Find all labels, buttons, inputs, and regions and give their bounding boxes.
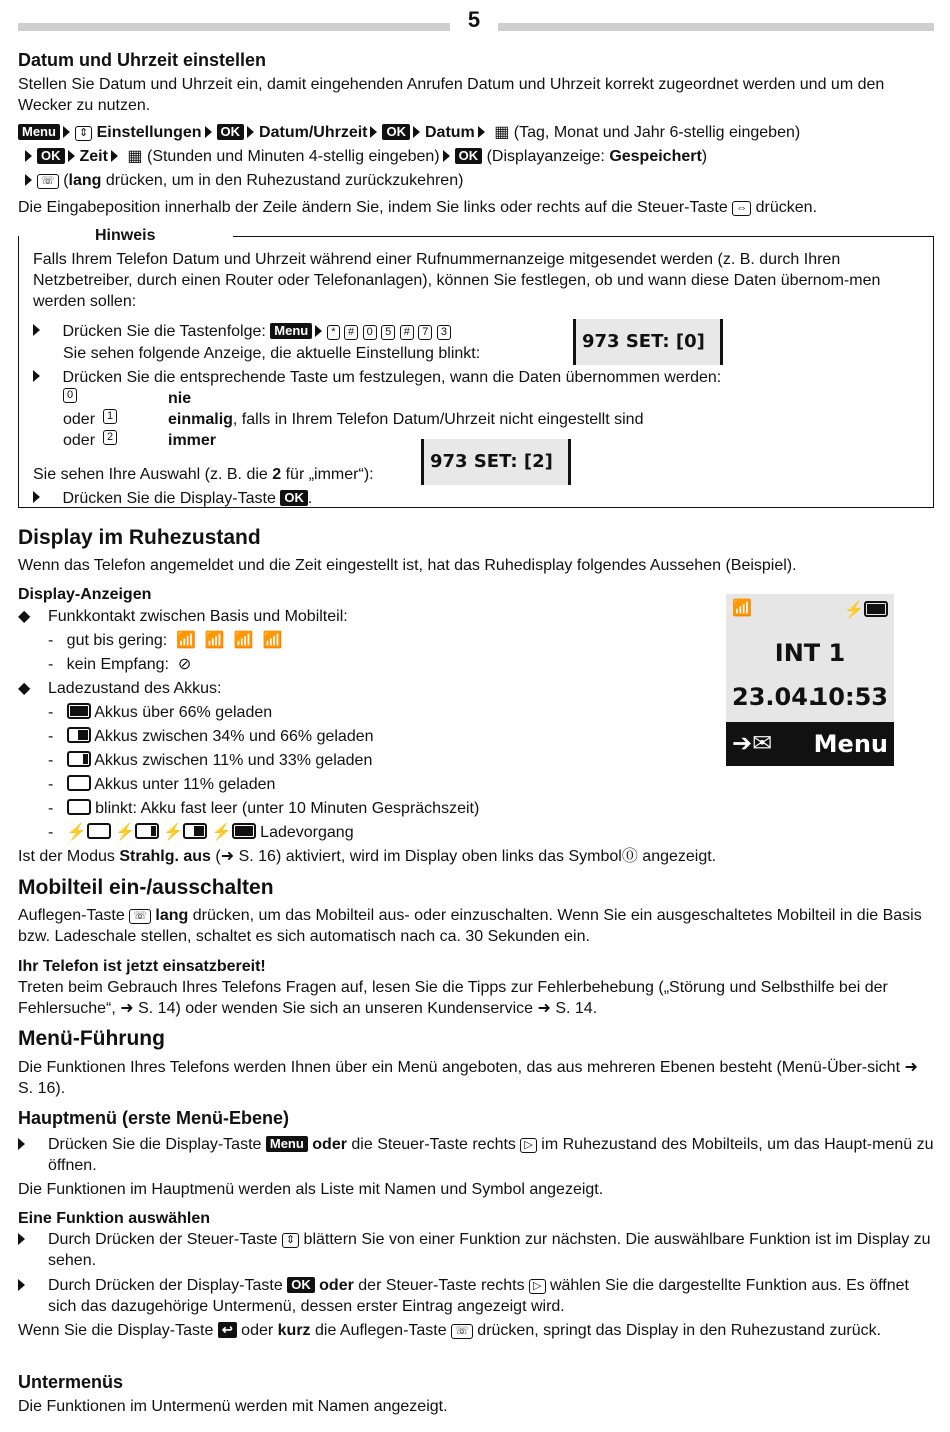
bullet-arrow-icon xyxy=(18,1279,25,1291)
zr-b: oder xyxy=(236,1322,278,1339)
option-label: einmalig xyxy=(168,411,233,428)
strahlg-bold: Strahlg. aus xyxy=(119,848,211,865)
zurueck-text xyxy=(18,1320,934,1341)
battery-charging-icon: ⚡ xyxy=(844,600,888,621)
keypad-icon: ▦ xyxy=(127,148,143,165)
strahlg-pre: Ist der Modus xyxy=(18,848,120,865)
back-key-icon: ↩ xyxy=(218,1322,237,1338)
idle-display xyxy=(726,594,894,766)
ok-key: OK xyxy=(217,124,245,140)
key-hash: # xyxy=(344,325,358,340)
akku-empty: Akkus unter 11% geladen xyxy=(94,776,276,793)
end-key-icon: ☏ xyxy=(451,1324,473,1339)
bullet-arrow-icon xyxy=(18,1138,25,1150)
option-nie xyxy=(63,388,763,409)
eingabeposition-end: drücken. xyxy=(755,199,818,216)
ok-key: OK xyxy=(382,124,410,140)
signal-icon: 📶 xyxy=(732,600,752,617)
hinweis-text: Falls Ihrem Telefon Datum und Uhrzeit während einer Rufnummernanzeige mitgesendet werden (z. B. durch Ihren Netzbetreiber, durch einen Router oder Telefonanlagen), können Sie festlegen, ob und wann diese Daten übernom-men werden sollen: xyxy=(33,251,881,310)
mobilteil-pre: Auflegen-Taste xyxy=(18,907,125,924)
key-1: 1 xyxy=(103,409,117,424)
option-label: immer xyxy=(168,432,217,449)
hinweis-bullet-2 xyxy=(33,367,721,388)
akku-full: Akkus über 66% geladen xyxy=(94,704,273,721)
bullet-2-text: Drücken Sie die entsprechende Taste um festzulegen, wann die Daten übernommen werden: xyxy=(62,369,722,386)
idle-int: INT 1 xyxy=(774,639,846,667)
display-gespeichert: Gespeichert xyxy=(609,148,702,165)
ok-key: OK xyxy=(287,1277,315,1293)
option-rest: , falls in Ihrem Telefon Datum/Uhrzeit nicht eingestellt sind xyxy=(232,411,644,428)
option-immer xyxy=(63,430,763,451)
nav-right-icon: ▷ xyxy=(529,1279,545,1294)
battery-blink-icon xyxy=(67,799,91,815)
auswaehlen-bullet-1 xyxy=(18,1229,934,1271)
message-icon: ➔✉ xyxy=(732,730,773,757)
no-signal-icon: ⊘ xyxy=(177,656,192,673)
arrow-icon xyxy=(247,126,254,138)
option-pre: oder xyxy=(63,432,96,449)
battery-twothirds-icon xyxy=(67,727,91,743)
hm-d: im Ruhezustand des Mobilteils, um das Haupt-menü zu öffnen. xyxy=(48,1136,934,1174)
idle-menu-softkey: Menu xyxy=(813,730,888,758)
mobilteil-text xyxy=(18,905,934,947)
auswahl-text xyxy=(33,464,374,485)
section-title-display: Display im Ruhezustand xyxy=(18,526,261,549)
aw2-c: der Steuer-Taste rechts xyxy=(353,1277,525,1294)
battery-full-icon xyxy=(67,703,91,719)
nav-leftright-icon: ⇔ xyxy=(732,201,751,216)
datum-steps-line1 xyxy=(18,122,934,143)
auswahl-pre: Sie sehen Ihre Auswahl (z. B. die xyxy=(33,466,273,483)
arrow-icon xyxy=(111,150,118,162)
auswaehlen-bullet-1-text xyxy=(48,1229,934,1271)
page-number: 5 xyxy=(467,7,481,32)
paren-close: ) xyxy=(701,148,708,165)
bullet-arrow-icon xyxy=(33,370,40,382)
idle-date: 23.04. xyxy=(732,683,818,711)
lade-label: Ladezustand des Akkus: xyxy=(48,680,222,697)
datum-steps-line2 xyxy=(22,146,938,167)
page-header xyxy=(18,6,934,36)
akku-onethird: Akkus zwischen 11% und 33% geladen xyxy=(94,752,373,769)
hauptmenu-liste: Die Funktionen im Hauptmenü werden als Liste mit Namen und Symbol angezeigt. xyxy=(18,1181,604,1198)
display-indicator-list: ◆ Funkkontakt zwischen Basis und Mobilteil: - gut bis gering: 📶 📶 📶 📶 - kein Empfang: ⊘ ◆ Ladezustand des Akkus: - Akkus über 66% geladen - Akkus zwischen 34% und 66% geladen - Akkus zwischen 11% und 33% geladen - Akkus unter 11% geladen - blinkt: Akku fast leer (unter 10 Minuten Gesprächszeit) - ⚡ ⚡ ⚡ ⚡ Ladevorgang xyxy=(18,608,480,841)
aw1-a: Durch Drücken der Steuer-Taste xyxy=(48,1231,278,1248)
kein-label: kein Empfang: xyxy=(66,656,169,673)
key-star: * xyxy=(327,325,339,340)
key-0: 0 xyxy=(63,388,77,403)
display-intro: Wenn das Telefon angemeldet und die Zeit eingestellt ist, hat das Ruhedisplay folgendes Aussehen (Beispiel). xyxy=(18,557,797,574)
display-anzeigen-title: Display-Anzeigen xyxy=(18,586,152,603)
header-rule-right xyxy=(498,23,934,31)
header-rule-left xyxy=(18,23,450,31)
key-2: 2 xyxy=(103,430,117,445)
auswaehlen-bullet-2-text xyxy=(48,1275,934,1317)
end-key-icon: ☏ xyxy=(129,909,151,924)
eingabeposition xyxy=(18,197,934,218)
anzeige-label: Sie sehen folgende Anzeige, die aktuelle Einstellung blinkt: xyxy=(63,345,481,362)
hm-oder: oder xyxy=(312,1136,347,1153)
aw1-b: blättern Sie von einer Funktion zur nächsten. Die auswählbare Funktion ist im Display zu sehen. xyxy=(48,1231,931,1269)
ok-key: OK xyxy=(455,148,483,164)
hauptmenu-bullet xyxy=(18,1134,934,1176)
menu-key: Menu xyxy=(18,124,60,140)
key-5: 5 xyxy=(381,325,395,340)
nav-updown-icon: ⇕ xyxy=(282,1233,299,1248)
step-datum: Datum xyxy=(424,124,475,141)
section-title-menu: Menü-Führung xyxy=(18,1027,165,1050)
bullet-3-text: Drücken Sie die Display-Taste xyxy=(62,490,276,507)
arrow-icon xyxy=(25,174,32,186)
gut-label: gut bis gering: xyxy=(66,632,168,649)
bullet-arrow-icon xyxy=(33,491,40,503)
hm-c: die Steuer-Taste rechts xyxy=(346,1136,516,1153)
eingabeposition-text: Die Eingabeposition innerhalb der Zeile ändern Sie, indem Sie links oder rechts auf die Steuer-Taste xyxy=(18,199,728,216)
step-datum-hint: (Tag, Monat und Jahr 6-stellig eingeben) xyxy=(513,124,801,141)
menu-intro: Die Funktionen Ihres Telefons werden Ihnen über ein Menü angeboten, das aus mehreren Ebenen besteht (Menü-Über-sicht ➜ S. 16). xyxy=(18,1059,918,1097)
datum-intro: Stellen Sie Datum und Uhrzeit ein, damit eingehenden Anrufen Datum und Uhrzeit korrekt zugeordnet werden und um den Wecker zu nutzen. xyxy=(18,76,885,114)
akku-twothirds: Akkus zwischen 34% und 66% geladen xyxy=(94,728,374,745)
option-einmalig xyxy=(63,409,763,430)
aw2-oder: oder xyxy=(319,1277,354,1294)
akku-blink: blinkt: Akku fast leer (unter 10 Minuten Gesprächszeit) xyxy=(95,800,480,817)
key-3: 3 xyxy=(437,325,451,340)
lcd-setting-current: 973 SET: [0] xyxy=(573,319,723,365)
step-datum-uhrzeit: Datum/Uhrzeit xyxy=(259,124,368,141)
hm-a: Drücken Sie die Display-Taste xyxy=(48,1136,262,1153)
zr-e: drücken, springt das Display in den Ruhezustand zurück. xyxy=(472,1322,882,1339)
idle-softkey-bar xyxy=(726,722,894,766)
lang-label: lang xyxy=(68,172,102,189)
arrow-icon xyxy=(25,150,32,162)
arrow-icon xyxy=(478,126,485,138)
zr-d: die Auflegen-Taste xyxy=(310,1322,447,1339)
untermenu-title: Untermenüs xyxy=(18,1372,124,1392)
hauptmenu-bullet-text xyxy=(48,1134,934,1176)
aw2-d: wählen Sie die dargestellte Funktion aus. Es öffnet sich das dazugehörige Untermenü, dessen erster Eintrag angezeigt wird. xyxy=(48,1277,909,1315)
aw2-a: Durch Drücken der Display-Taste xyxy=(48,1277,283,1294)
section-title-datum: Datum und Uhrzeit einstellen xyxy=(18,50,267,70)
hinweis-bullet-3: Drücken Sie die Display-Taste OK . xyxy=(33,488,312,509)
signal-strength-icons: 📶 📶 📶 📶 xyxy=(176,632,283,649)
key-7: 7 xyxy=(418,325,432,340)
step-zeit-hint: (Stunden und Minuten 4-stellig eingeben) xyxy=(146,148,440,165)
funk-label: Funkkontakt zwischen Basis und Mobilteil: xyxy=(48,608,348,625)
diamond-bullet-icon: ◆ xyxy=(18,680,31,697)
zr-a: Wenn Sie die Display-Taste xyxy=(18,1322,214,1339)
auswahl-end: für „immer“): xyxy=(281,466,374,483)
einsatzbereit-title: Ihr Telefon ist jetzt einsatzbereit! xyxy=(18,958,266,975)
bullet-arrow-icon xyxy=(33,324,40,336)
display-hint: (Displayanzeige: xyxy=(486,148,610,165)
step-zeit: Zeit xyxy=(79,148,108,165)
option-label: nie xyxy=(168,390,192,407)
step-einstellungen: Einstellungen xyxy=(96,124,202,141)
auswaehlen-bullet-2 xyxy=(18,1275,934,1317)
auswahl-bold: 2 xyxy=(272,466,282,483)
arrow-icon xyxy=(443,150,450,162)
section-title-mobilteil: Mobilteil ein-/ausschalten xyxy=(18,876,274,899)
strahlg-note xyxy=(18,846,934,867)
arrow-icon xyxy=(205,126,212,138)
option-list xyxy=(63,388,763,451)
mobilteil-lang: lang xyxy=(155,907,189,924)
arrow-icon xyxy=(413,126,420,138)
arrow-icon xyxy=(68,150,75,162)
arrow-icon xyxy=(370,126,377,138)
untermenu-text: Die Funktionen im Untermenü werden mit Namen angezeigt. xyxy=(18,1398,448,1415)
diamond-bullet-icon: ◆ xyxy=(18,608,31,625)
datum-steps-line3: ☏ (lang drücken, um in den Ruhezustand zurückzukehren) xyxy=(22,170,938,191)
battery-empty-icon xyxy=(67,775,91,791)
strahlg-end: angezeigt. xyxy=(637,848,717,865)
funktion-auswaehlen-title: Eine Funktion auswählen xyxy=(18,1210,211,1227)
einsatzbereit-text: Treten beim Gebrauch Ihres Telefons Fragen auf, lesen Sie die Tipps zur Fehlerbehebung („Störung und Selbsthilfe bei der Fehlersuche“, ➜ S. 14) oder wenden Sie sich an unseren Kundenservice ➜ S. 14. xyxy=(18,979,888,1017)
akku-charging: Ladevorgang xyxy=(260,824,354,841)
keypad-icon: ▦ xyxy=(494,124,510,141)
menu-key: Menu xyxy=(270,323,312,339)
ok-key: OK xyxy=(280,490,308,506)
arrow-icon xyxy=(315,325,322,337)
battery-onethird-icon xyxy=(67,751,91,767)
lang-rest: drücken, um in den Ruhezustand zurückzukehren) xyxy=(101,172,464,189)
zr-kurz: kurz xyxy=(277,1322,311,1339)
mobilteil-rest: drücken, um das Mobilteil aus- oder einzuschalten. Wenn Sie ein ausgeschaltetes Mobilteil in die Basis bzw. Ladeschale stellen, schaltet es sich automatisch nach ca. 30 Sekunden ein. xyxy=(18,907,922,945)
strahlg-mid: (➜ S. 16) aktiviert, wird im Display oben links das Symbol xyxy=(210,848,622,865)
key-0: 0 xyxy=(363,325,377,340)
charging-icons: ⚡ ⚡ ⚡ ⚡ xyxy=(67,824,256,841)
lcd-setting-selected: 973 SET: [2] xyxy=(421,439,571,485)
option-pre: oder xyxy=(63,411,96,428)
hauptmenu-title: Hauptmenü (erste Menü-Ebene) xyxy=(18,1108,290,1128)
hinweis-box xyxy=(18,227,934,508)
ok-key: OK xyxy=(37,148,65,164)
nav-updown-icon: ⇕ xyxy=(75,126,92,141)
eco-icon: ⓪ xyxy=(621,848,638,865)
nav-right-icon: ▷ xyxy=(520,1138,536,1153)
end-key-icon: ☏ xyxy=(37,174,59,189)
menu-key: Menu xyxy=(266,1136,308,1152)
arrow-icon xyxy=(63,126,70,138)
hinweis-bullet-1 xyxy=(33,321,451,342)
key-hash: # xyxy=(400,325,414,340)
tastenfolge-label: Drücken Sie die Tastenfolge: xyxy=(62,323,266,340)
hinweis-label: Hinweis xyxy=(85,225,165,246)
bullet-arrow-icon xyxy=(18,1233,25,1245)
idle-time: 10:53 xyxy=(811,683,888,711)
hinweis-content xyxy=(33,249,923,507)
